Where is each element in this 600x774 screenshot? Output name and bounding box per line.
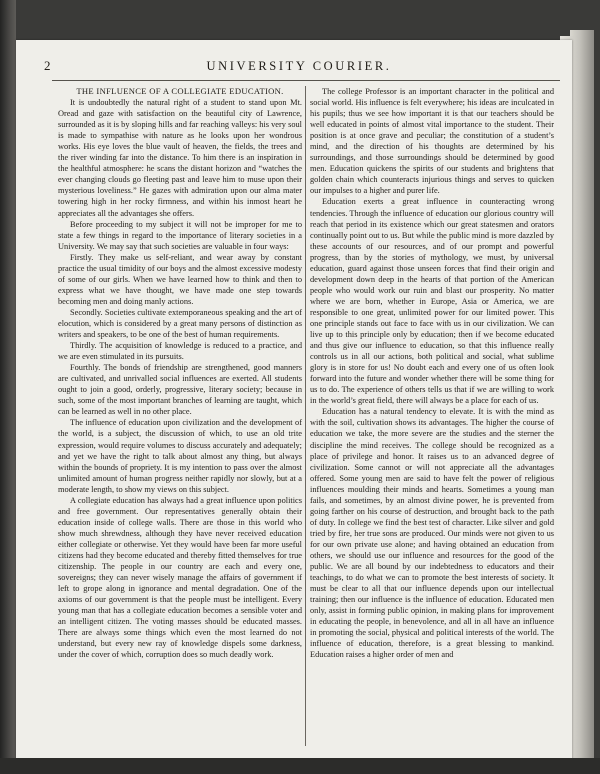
book-binding-edge <box>0 0 16 774</box>
article-paragraph: It is undoubtedly the natural right of a student to stand upon Mt. Oread and gaze with satisfaction on the beautiful city of Lawrence, surrounded as it is by sloping hills and far reaching valleys: his very soul is made to sympathise with nature as he looks upon her wondrous works. His eye loves the blue vault of heaven, the fields, the trees and the river winding far into the distance. To him there is an inspiration in the healthful atmosphere: he scans the distant horizon and “watches the ever changing clouds go fleeting past and leave him to muse upon their mysterious loveliness.” He gazes with admiration upon our alma mater towering high in her rocky firmness, and within his inmost heart he appreciates all the advantages she offers. <box>58 98 302 218</box>
article-paragraph: The college Professor is an important character in the political and social world. His influence is felt everywhere; his ideas are inculcated in his pupils; thus we see how important it is that our teachers should be well educated in points of almost vital importance to the student. Their position is at once grave and peculiar; the constitution of a student’s mind, and the direction of his thoughts are determined by his surroundings, and those surroundings should be determined by good men. Education quickens the spirits of our students and brightens that golden chain which counteracts injurious things and serves to quicken our impulses to a higher and purer life. <box>310 87 554 196</box>
page-header <box>44 58 554 76</box>
article-paragraph: Education has a natural tendency to elevate. It is with the mind as with the soil, cultivation shows its advantages. The higher the course of education we take, the more severe are the studies and the sterner the discipline the mind receives. The college should be recognized as a place of privilege and honor. It raises us to an advanced degree of civilization. Some cannot or will not appreciate all the advantages offered. Some young men are said to have felt the power of religious influences moulding their minds and hearts. Sometimes a young man fails, and sometimes, by an almost divine power, he is prevented from going farther on his course of destruction, and brought back to the path of duty. In college we find the best test of character. Like silver and gold tried by fire, her true sons are produced. Our minds were not given to us for our own private use alone; and having obtained an education from others, we should use our influence and resources for the good of the public. We are all bound by our indebtedness to educators and their teachings, to do what we can to promote the best interests of society. It must be clear to all that our influence depends upon our intellectual training; then our influence is the influence of education. Educated men only, assist in forming public opinion, in making plans for improvement in educating the people, in benevolence, and all in all have an influence in promoting the social, physical and political interests of the world. The influence of education, therefore, is a great blessing to mankind. Education raises a higher order of men and <box>310 407 554 660</box>
right-column <box>310 86 554 660</box>
page-number: 2 <box>44 58 51 73</box>
article-paragraph: Secondly. Societies cultivate extemporaneous speaking and the art of elocution, which is considered by a great many persons of distinction as writers and speakers, to be one of the best of human requirements. <box>58 307 302 340</box>
article-paragraph: Education exerts a great influence in counteracting wrong tendencies. Through the influence of education our glorious country will reach that period in its existence which our great statesmen and orators continually point out to us. But while the public mind is more dazzled by these accounts of our resources, and of our prompt and powerful progress, than by the stories of mythology, we must, by universal education, guard against those unseen forces that find their origin and development down deep in the hearts of that portion of the American people who would work our ruin and blast our prosperity. No matter where we are born, whether in Europe, Asia or America, we are responsible to one great, unlimited power for our limited power. This one principle stands out face to face with us in our civilization. We can live up to this principle only by education; then if we become educated and thus give our influence to education, so that this influence really controls us in all our actions, both political and social, what sublime glory is in store for us! No doubt each and every one of us often look forward into the future and wonder whether there will be some thing for us to do. The experience of others tells us that if we are willing to work in the world’s great field, there will always be a place for each of us. <box>310 197 554 406</box>
header-rule <box>52 80 560 81</box>
article-paragraph: A collegiate education has always had a great influence upon politics and free government. Our representatives generally obtain their education inside of college walls. There are those in this world who show much shrewdness, although they have never received education either collegiate or otherwise. Yet they would have been far more useful citizens had they become educated and thereby fitted themselves for true citizenship. The people in our country are each and every one, sovereigns; they can never wisely manage the affairs of government if left to grope along in ignorance and mental degradation. One of the axioms of our government is that the people must be intelligent. Every young man that has a collegiate education becomes a sensible voter and an intelligent citizen. The voting masses should be educated masses. There are always some things which even the most learned do not understand, but every new ray of knowledge dispels some darkness, under the cover of which, corruption does so much deadly work. <box>58 495 302 660</box>
article-paragraph: Fourthly. The bonds of friendship are strengthened, good manners are cultivated, and unrivalled social influences are exerted. All students ought to join a good, orderly, progressive, literary society; because in such, some of the most important branches of learning are taught, which can be learned as well in no other place. <box>58 363 302 417</box>
article-paragraph: The influence of education upon civilization and the development of the world, is a subject, the discussion of which, to use an old trite expression, would require volumes to discuss accurately and adequately; and yet we have the right to talk about almost any thing, but always within the bounds of propriety. It is my intention to pass over the almost unlimited amount of human progress neither rapidly nor slowly, but at a moderate length, to show my views on this subject. <box>58 418 302 494</box>
running-title: UNIVERSITY COURIER. <box>206 59 392 73</box>
article-paragraph: Before proceeding to my subject it will not be improper for me to state a few things in regard to the importance of literary societies in a University. We may say that such societies are valuable in four ways: <box>58 219 302 251</box>
scan-bottom-margin <box>0 758 600 774</box>
column-divider <box>305 86 306 746</box>
article-heading: THE INFLUENCE OF A COLLEGIATE EDUCATION. <box>76 86 284 96</box>
left-column <box>58 86 302 660</box>
article-paragraph: Firstly. They make us self-reliant, and wear away by constant practice the usual timidity of our boys and the almost excessive modesty of some of our girls. When we have learned how to think and then to express what we have thought, we have made one step towards becoming men and doing manly actions. <box>58 252 302 306</box>
article-paragraph: Thirdly. The acquisition of knowledge is reduced to a practice, and we are even stimulated in its pursuits. <box>58 341 302 362</box>
